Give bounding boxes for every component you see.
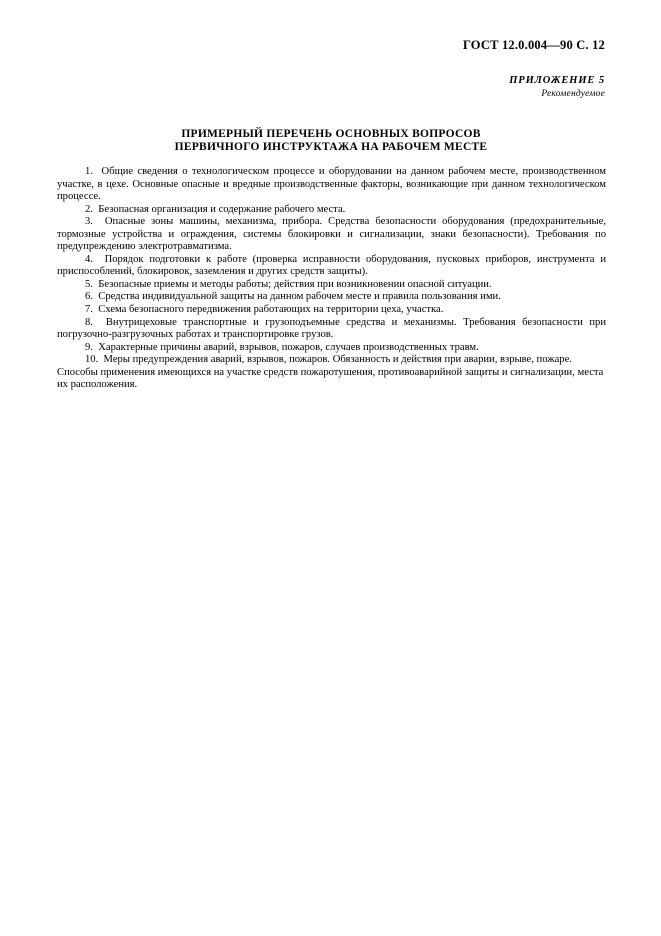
list-item-number: 2. [85,203,93,215]
list-item-text: Безопасные приемы и методы работы; действия при возникновении опасной ситуации. [92,278,492,290]
list-item-number: 5. [85,278,93,290]
list-item-number: 8. [85,316,93,328]
list-item [57,342,606,355]
list-item [57,166,606,204]
list-item-text: Меры предупреждения аварий, взрывов, пожаров. Обязанность и действия при аварии, взрыве, пожаре. Способы применения имеющихся на участке средств пожаротушения, противоаварийной защиты и сигнализации, места их расположения. [57,354,604,391]
appendix-block [57,74,605,100]
list-item-text: Схема безопасного передвижения работающих на территории цеха, участка. [92,304,444,316]
list-item-text: Общие сведения о технологическом процессе и оборудовании на данном рабочем месте, производственном участке, в цехе. Основные опасные и вредные производственные факторы, возникающие при данном технологическом процессе. [57,166,606,203]
list-item [57,304,606,317]
page-title-line-2: ПЕРВИЧНОГО ИНСТРУКТАЖА НА РАБОЧЕМ МЕСТЕ [174,140,488,153]
list-item [57,317,606,342]
page-title-line-1: ПРИМЕРНЫЙ ПЕРЕЧЕНЬ ОСНОВНЫХ ВОПРОСОВ [181,128,481,140]
list-item-number: 6. [85,291,93,303]
list-item-text: Характерные причины аварий, взрывов, пожаров, случаев производственных травм. [92,341,479,353]
list-item-number: 4. [85,253,93,265]
list-item [57,254,606,279]
list-item [57,216,606,254]
appendix-title: ПРИЛОЖЕНИЕ 5 [509,75,605,86]
list-item-text: Порядок подготовки к работе (проверка исправности оборудования, пусковых приборов, инструмента и приспособлений, блокировок, заземления и других средств защиты). [57,253,606,278]
page-header-standard: ГОСТ 12.0.004—90 С. 12 [462,38,605,52]
list-item-number: 9. [85,341,93,353]
list-item-number: 1. [85,166,93,177]
list-item-number: 7. [85,304,93,316]
page-title [57,128,605,153]
appendix-subtitle: Рекомендуемое [541,89,605,99]
list-item-text: Внутрицеховые транспортные и грузоподъемные средства и механизмы. Требования безопасности при погрузочно-разгрузочных работах и транспортировке грузов. [57,316,606,341]
numbered-items-list [57,166,606,392]
list-item-text: Опасные зоны машины, механизма, прибора. Средства безопасности оборудования (предохранительные, тормозные устройства и ограждения, системы блокировки и сигнализации, знаки безопасности). Требования по предупреждению электротравматизма. [57,216,606,253]
list-item [57,204,606,217]
list-item-number: 3. [85,216,93,228]
list-item [57,291,606,304]
list-item [57,279,606,292]
list-item-text: Безопасная организация и содержание рабочего места. [92,203,346,215]
list-item-text: Средства индивидуальной защиты на данном рабочем месте и правила пользования ими. [92,291,501,303]
list-item-number: 10. [85,354,99,366]
list-item [57,354,606,392]
